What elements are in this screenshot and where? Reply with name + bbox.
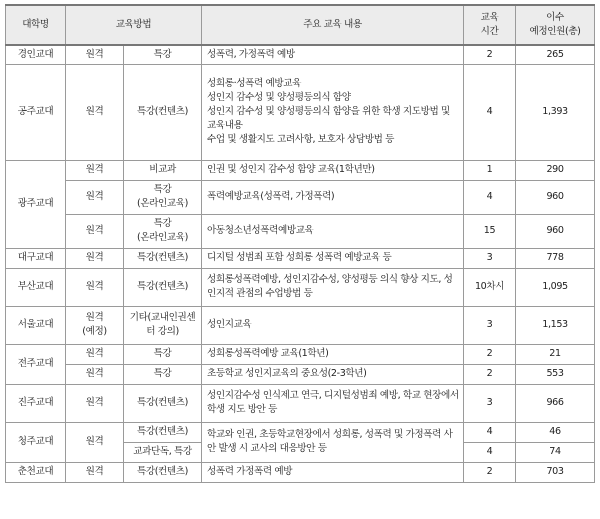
hours-cell: 4 bbox=[464, 64, 516, 160]
method-cell: 원격 bbox=[66, 422, 124, 462]
hours-cell: 3 bbox=[464, 384, 516, 422]
planned-cell: 46 bbox=[516, 422, 595, 442]
univ-cell: 광주교대 bbox=[6, 160, 66, 248]
planned-cell: 1,095 bbox=[516, 268, 595, 306]
univ-cell: 청주교대 bbox=[6, 422, 66, 462]
content-cell: 성인지감수성 인식제고 연극, 디지털성범죄 예방, 학교 현장에서 학생 지도 방안 등 bbox=[202, 384, 464, 422]
method-cell: 원격 bbox=[66, 180, 124, 214]
content-cell: 초등학교 성인지교육의 중요성(2-3학년) bbox=[202, 364, 464, 384]
hours-cell: 4 bbox=[464, 442, 516, 462]
method-cell: 원격 bbox=[66, 462, 124, 482]
planned-cell: 74 bbox=[516, 442, 595, 462]
method-cell: 원격 bbox=[66, 364, 124, 384]
univ-cell: 춘천교대 bbox=[6, 462, 66, 482]
planned-cell: 1,393 bbox=[516, 64, 595, 160]
table-row bbox=[6, 180, 595, 214]
planned-cell: 966 bbox=[516, 384, 595, 422]
hours-cell: 4 bbox=[464, 422, 516, 442]
content-cell: 아동청소년성폭력예방교육 bbox=[202, 214, 464, 248]
hours-cell: 1 bbox=[464, 160, 516, 180]
univ-cell: 서울교대 bbox=[6, 306, 66, 344]
type-cell: 특강 (온라인교육) bbox=[124, 180, 202, 214]
content-cell: 성희롱성폭력예방 교육(1학년) bbox=[202, 344, 464, 364]
type-cell: 기타(교내인권센터 강의) bbox=[124, 306, 202, 344]
education-table bbox=[5, 4, 595, 483]
header-content: 주요 교육 내용 bbox=[202, 5, 464, 45]
content-cell: 학교와 인권, 초등학교현장에서 성희롱, 성폭력 및 가정폭력 사안 발생 시 교사의 대응방안 등 bbox=[202, 422, 464, 462]
type-cell: 특강 (온라인교육) bbox=[124, 214, 202, 248]
hours-cell: 2 bbox=[464, 462, 516, 482]
planned-cell: 290 bbox=[516, 160, 595, 180]
type-cell: 비교과 bbox=[124, 160, 202, 180]
hours-cell: 15 bbox=[464, 214, 516, 248]
planned-cell: 265 bbox=[516, 45, 595, 64]
hours-cell: 10차시 bbox=[464, 268, 516, 306]
hours-cell: 2 bbox=[464, 364, 516, 384]
univ-cell: 전주교대 bbox=[6, 344, 66, 384]
content-cell: 성폭력 가정폭력 예방 bbox=[202, 462, 464, 482]
content-cell: 폭력예방교육(성폭력, 가정폭력) bbox=[202, 180, 464, 214]
table-row bbox=[6, 306, 595, 344]
content-cell: 디지털 성범죄 포함 성희롱 성폭력 예방교육 등 bbox=[202, 248, 464, 268]
method-cell: 원격 bbox=[66, 214, 124, 248]
header-row bbox=[6, 5, 595, 45]
hours-cell: 3 bbox=[464, 306, 516, 344]
type-cell: 특강(컨텐츠) bbox=[124, 248, 202, 268]
univ-cell: 부산교대 bbox=[6, 268, 66, 306]
planned-cell: 960 bbox=[516, 180, 595, 214]
univ-cell: 경인교대 bbox=[6, 45, 66, 64]
table-row bbox=[6, 214, 595, 248]
method-cell: 원격 bbox=[66, 64, 124, 160]
table-row bbox=[6, 160, 595, 180]
type-cell: 특강 bbox=[124, 45, 202, 64]
univ-cell: 진주교대 bbox=[6, 384, 66, 422]
header-planned: 이수 예정인원(총) bbox=[516, 5, 595, 45]
table-row bbox=[6, 462, 595, 482]
header-hours: 교육 시간 bbox=[464, 5, 516, 45]
table-row bbox=[6, 422, 595, 442]
table-row bbox=[6, 248, 595, 268]
method-cell: 원격 bbox=[66, 268, 124, 306]
content-cell: 성희롱·성폭력 예방교육 성인지 감수성 및 양성평등의식 함양 성인지 감수성 및 양성평등의식 함양을 위한 학생 지도방법 및 교육내용 수업 및 생활지도 고려사항, 보호자 상담방법 등 bbox=[202, 64, 464, 160]
table-row bbox=[6, 344, 595, 364]
table-row bbox=[6, 384, 595, 422]
content-cell: 성폭력, 가정폭력 예방 bbox=[202, 45, 464, 64]
type-cell: 교과단독, 특강 bbox=[124, 442, 202, 462]
table-row bbox=[6, 268, 595, 306]
table-row bbox=[6, 364, 595, 384]
content-cell: 인권 및 성인지 감수성 함양 교육(1학년만) bbox=[202, 160, 464, 180]
method-cell: 원격 bbox=[66, 384, 124, 422]
type-cell: 특강(컨텐츠) bbox=[124, 384, 202, 422]
type-cell: 특강(컨텐츠) bbox=[124, 462, 202, 482]
type-cell: 특강(컨텐츠) bbox=[124, 422, 202, 442]
content-cell: 성희롱성폭력예방, 성인지감수성, 양성평등 의식 향상 지도, 성인지적 관점의 수업방법 등 bbox=[202, 268, 464, 306]
method-cell: 원격 bbox=[66, 45, 124, 64]
type-cell: 특강(컨텐츠) bbox=[124, 268, 202, 306]
content-cell: 성인지교육 bbox=[202, 306, 464, 344]
type-cell: 특강 bbox=[124, 344, 202, 364]
header-university: 대학명 bbox=[6, 5, 66, 45]
method-cell: 원격 bbox=[66, 248, 124, 268]
univ-cell: 대구교대 bbox=[6, 248, 66, 268]
hours-cell: 4 bbox=[464, 180, 516, 214]
type-cell: 특강 bbox=[124, 364, 202, 384]
header-method: 교육방법 bbox=[66, 5, 202, 45]
planned-cell: 703 bbox=[516, 462, 595, 482]
table-row bbox=[6, 64, 595, 160]
planned-cell: 960 bbox=[516, 214, 595, 248]
planned-cell: 553 bbox=[516, 364, 595, 384]
hours-cell: 2 bbox=[464, 45, 516, 64]
hours-cell: 3 bbox=[464, 248, 516, 268]
planned-cell: 1,153 bbox=[516, 306, 595, 344]
type-cell: 특강(컨텐츠) bbox=[124, 64, 202, 160]
planned-cell: 778 bbox=[516, 248, 595, 268]
univ-cell: 공주교대 bbox=[6, 64, 66, 160]
table-row bbox=[6, 45, 595, 64]
method-cell: 원격 (예정) bbox=[66, 306, 124, 344]
planned-cell: 21 bbox=[516, 344, 595, 364]
hours-cell: 2 bbox=[464, 344, 516, 364]
method-cell: 원격 bbox=[66, 344, 124, 364]
method-cell: 원격 bbox=[66, 160, 124, 180]
